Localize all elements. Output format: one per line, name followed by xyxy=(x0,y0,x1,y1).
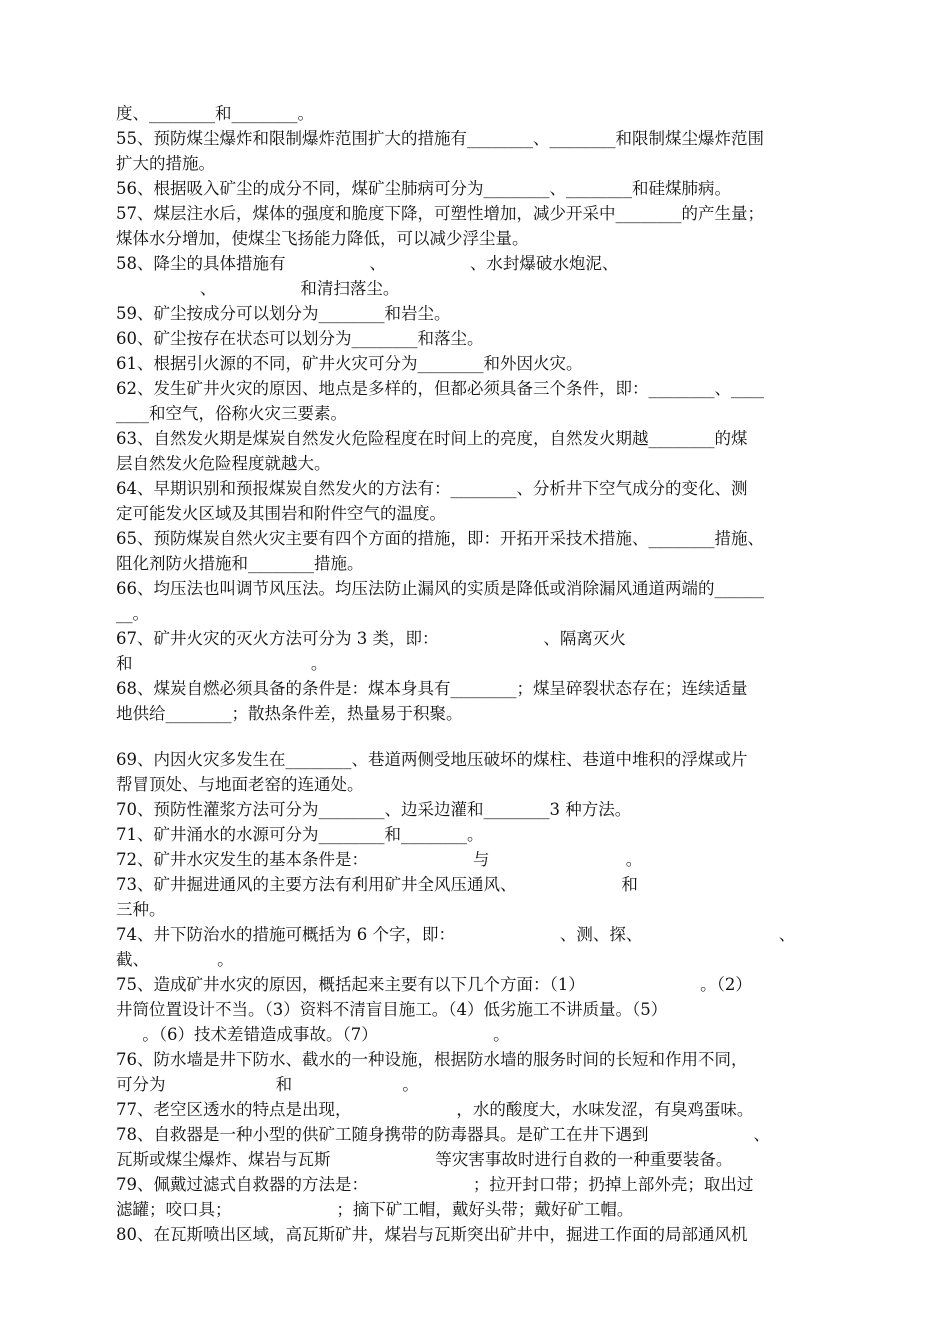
text-line: 77、老空区透水的特点是出现， ，水的酸度大，水味发涩，有臭鸡蛋味。 xyxy=(116,1100,754,1119)
text-line: 57、煤层注水后，煤体的强度和脆度下降，可塑性增加，减少开采中________的产生量； xyxy=(116,204,764,223)
text-line: __。 xyxy=(116,604,149,623)
text-line: 60、矿尘按存在状态可以划分为________和落尘。 xyxy=(116,329,484,348)
text-line: 地供给________；散热条件差，热量易于积聚。 xyxy=(116,704,463,723)
text-line: 74、井下防治水的措施可概括为 6 个字，即： 、测、探、 、 xyxy=(116,925,796,944)
text-line: 层自然发火危险程度就越大。 xyxy=(116,454,331,473)
text-line: 58、降尘的具体措施有 、 、水封爆破水炮泥、 xyxy=(116,254,619,273)
text-line: 59、矿尘按成分可以划分为________和岩尘。 xyxy=(116,304,451,323)
text-line: 三种。 xyxy=(116,900,166,919)
text-line: 62、发生矿井火灾的原因、地点是多样的，但都必须具备三个条件，即：________、____ xyxy=(116,379,764,398)
text-line: 67、矿井火灾的灭火方法可分为 3 类，即： 、隔离灭火 xyxy=(116,629,626,648)
text-line: 56、根据吸入矿尘的成分不同，煤矿尘肺病可分为________、________和硅煤肺病。 xyxy=(116,179,731,198)
text-line: 71、矿井涌水的水源可分为________和________。 xyxy=(116,825,484,844)
text-line: 75、造成矿井水灾的原因，概括起来主要有以下几个方面：（1） 。（2） xyxy=(116,975,752,994)
text-line: 度、________和________。 xyxy=(116,104,314,123)
text-line: 、 和清扫落尘。 xyxy=(116,279,400,298)
text-line: 阻化剂防火措施和________措施。 xyxy=(116,554,364,573)
text-line: 煤体水分增加，使煤尘飞扬能力降低，可以减少浮尘量。 xyxy=(116,229,529,248)
text-line: 61、根据引火源的不同，矿井火灾可分为________和外因火灾。 xyxy=(116,354,583,373)
text-line: 可分为 和 。 xyxy=(116,1075,419,1094)
text-line: 72、矿井水灾发生的基本条件是： 与 。 xyxy=(116,850,643,869)
text-line: ____和空气，俗称火灾三要素。 xyxy=(116,404,347,423)
text-line: 79、佩戴过滤式自救器的方法是： ；拉开封口带；扔掉上部外壳；取出过 xyxy=(116,1175,754,1194)
text-line: 68、煤炭自燃必须具备的条件是：煤本身具有________；煤呈碎裂状态存在；连续适量 xyxy=(116,679,748,698)
text-line: 滤罐；咬口具； ；摘下矿工帽，戴好头带；戴好矿工帽。 xyxy=(116,1200,634,1219)
text-line: 73、矿井掘进通风的主要方法有利用矿井全风压通风、 和 xyxy=(116,875,638,894)
text-line: 帮冒顶处、与地面老窑的连通处。 xyxy=(116,775,364,794)
text-line: 55、预防煤尘爆炸和限制爆炸范围扩大的措施有________、________和限制煤尘爆炸范围 xyxy=(116,129,764,148)
text-line: 和 。 xyxy=(116,654,328,673)
text-line: 69、内因火灾多发生在________、巷道两侧受地压破坏的煤柱、巷道中堆积的浮煤或片 xyxy=(116,750,748,769)
text-line: 扩大的措施。 xyxy=(116,154,215,173)
text-line: 76、防水墙是井下防水、截水的一种设施，根据防水墙的服务时间的长短和作用不同， xyxy=(116,1050,748,1069)
text-line: 65、预防煤炭自然火灾主要有四个方面的措施，即：开拓开采技术措施、________措施、 xyxy=(116,529,764,548)
text-line: 井筒位置设计不当。（3）资料不清盲目施工。（4）低劣施工不讲质量。（5） xyxy=(116,1000,668,1019)
text-line: 定可能发火区域及其围岩和附件空气的温度。 xyxy=(116,504,446,523)
text-line: 截、 。 xyxy=(116,950,234,969)
text-line: 66、均压法也叫调节风压法。均压法防止漏风的实质是降低或消除漏风通道两端的______ xyxy=(116,579,764,598)
text-line: 70、预防性灌浆方法可分为________、边采边灌和________3 种方法。 xyxy=(116,800,632,819)
text-line: 80、在瓦斯喷出区域，高瓦斯矿井，煤岩与瓦斯突出矿井中，掘进工作面的局部通风机 xyxy=(116,1225,748,1244)
text-line: 。（6）技术差错造成事故。（7） 。 xyxy=(116,1025,510,1044)
text-line: 78、自救器是一种小型的供矿工随身携带的防毒器具。是矿工在井下遇到 、 xyxy=(116,1125,770,1144)
text-line: 64、早期识别和预报煤炭自然发火的方法有：________、分析井下空气成分的变化、测 xyxy=(116,479,748,498)
text-line: 63、自然发火期是煤炭自然发火危险程度在时间上的亮度，自然发火期越________的煤 xyxy=(116,429,748,448)
text-line: 瓦斯或煤尘爆炸、煤岩与瓦斯 等灾害事故时进行自救的一种重要装备。 xyxy=(116,1150,733,1169)
